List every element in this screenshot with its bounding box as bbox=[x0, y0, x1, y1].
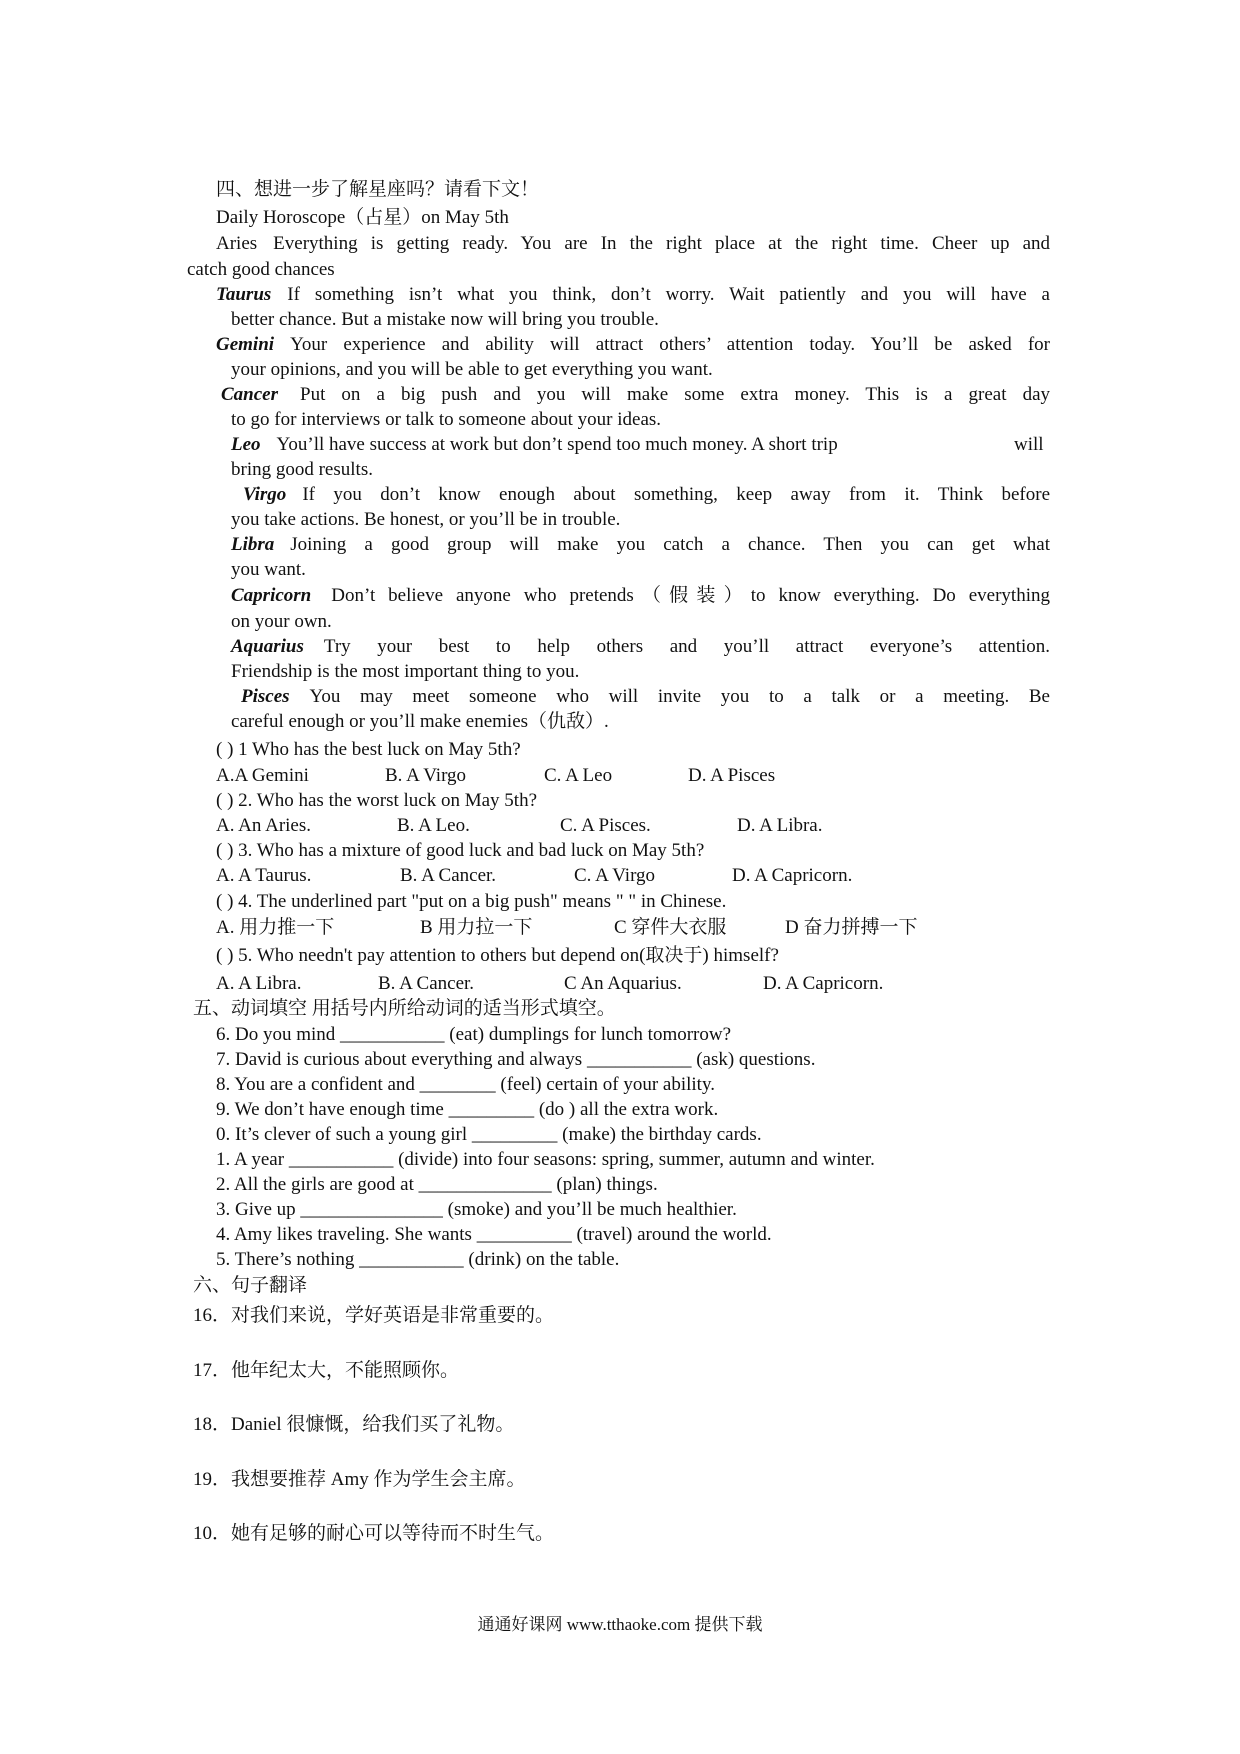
horoscope-entry-aquarius: Aquarius Try your best to help others and you’ll attract everyone’s attention. bbox=[231, 636, 1050, 657]
horoscope-line: your opinions, and you will be able to get everything you want. bbox=[231, 359, 713, 380]
option: B. A Cancer. bbox=[378, 973, 475, 994]
sign-label: Cancer bbox=[221, 384, 278, 405]
option: A.A Gemini bbox=[216, 765, 309, 786]
sign-label: Capricorn bbox=[231, 585, 312, 606]
fill-blank-item: 2. All the girls are good at ______________ (plan) things. bbox=[216, 1174, 658, 1195]
sign-label: Pisces bbox=[241, 686, 290, 707]
option: A. An Aries. bbox=[216, 815, 311, 836]
horoscope-line: bring good results. bbox=[231, 459, 373, 480]
horoscope-entry-libra: Libra Joining a good group will make you catch a chance. Then you can get what bbox=[231, 534, 1050, 555]
fill-blank-item: 9. We don’t have enough time _________ (do ) all the extra work. bbox=[216, 1099, 719, 1120]
translation-item: 10．她有足够的耐心可以等待而不时生气。 bbox=[193, 1523, 555, 1544]
option: B 用力拉一下 bbox=[420, 917, 533, 938]
option: C. A Pisces. bbox=[560, 815, 651, 836]
sign-label: Taurus bbox=[216, 284, 272, 305]
horoscope-line: you take actions. Be honest, or you’ll be in trouble. bbox=[231, 509, 621, 530]
option: D. A Capricorn. bbox=[732, 865, 853, 886]
horoscope-line: catch good chances bbox=[187, 259, 335, 280]
sign-label: Aries bbox=[216, 233, 258, 254]
sign-label: Libra bbox=[231, 534, 275, 555]
fill-blank-item: 8. You are a confident and ________ (feel) certain of your ability. bbox=[216, 1074, 715, 1095]
horoscope-entry-cancer: Cancer Put on a big push and you will make some extra money. This is a great day bbox=[221, 384, 1050, 405]
fill-blank-item: 3. Give up _______________ (smoke) and you’ll be much healthier. bbox=[216, 1199, 737, 1220]
horoscope-line: to go for interviews or talk to someone about your ideas. bbox=[231, 409, 662, 430]
horoscope-entry-capricorn: Capricorn Don’t believe anyone who pretends（假装）to know everything. Do everything bbox=[231, 585, 1050, 606]
translation-item: 19．我想要推荐 Amy 作为学生会主席。 bbox=[193, 1469, 526, 1490]
option: D 奋力拼搏一下 bbox=[785, 917, 918, 938]
fill-blank-item: 4. Amy likes traveling. She wants __________ (travel) around the world. bbox=[216, 1224, 772, 1245]
option: D. A Libra. bbox=[737, 815, 823, 836]
horoscope-entry-taurus: Taurus If something isn’t what you think, don’t worry. Wait patiently and you will have a bbox=[216, 284, 1050, 305]
question-stem: ( ) 1 Who has the best luck on May 5th? bbox=[216, 739, 521, 760]
sign-label: Gemini bbox=[216, 334, 275, 355]
fill-blank-item: 7. David is curious about everything and always ___________ (ask) questions. bbox=[216, 1049, 816, 1070]
horoscope-entry-leo: Leo You’ll have success at work but don’t spend too much money. A short trip bbox=[231, 434, 838, 455]
section-6-heading: 六、句子翻译 bbox=[193, 1275, 308, 1296]
option: C. A Virgo bbox=[574, 865, 656, 886]
option: C. A Leo bbox=[544, 765, 613, 786]
option: A. 用力推一下 bbox=[216, 917, 335, 938]
option: A. A Libra. bbox=[216, 973, 302, 994]
horoscope-line: better chance. But a mistake now will bring you trouble. bbox=[231, 309, 659, 330]
translation-item: 17．他年纪太大，不能照顾你。 bbox=[193, 1360, 460, 1381]
fill-blank-item: 6. Do you mind ___________ (eat) dumplings for lunch tomorrow? bbox=[216, 1024, 732, 1045]
horoscope-entry-gemini: Gemini Your experience and ability will attract others’ attention today. You’ll be asked for bbox=[216, 334, 1050, 355]
translation-item: 16．对我们来说，学好英语是非常重要的。 bbox=[193, 1305, 555, 1326]
fill-blank-item: 5. There’s nothing ___________ (drink) on the table. bbox=[216, 1249, 620, 1270]
translation-item: 18．Daniel 很慷慨，给我们买了礼物。 bbox=[193, 1414, 515, 1435]
question-stem: ( ) 3. Who has a mixture of good luck and bad luck on May 5th? bbox=[216, 840, 705, 861]
horoscope-line: will bbox=[1014, 434, 1044, 455]
section-5-heading: 五、动词填空 用括号内所给动词的适当形式填空。 bbox=[193, 998, 616, 1019]
question-stem: ( ) 5. Who needn't pay attention to others but depend on(取决于) himself? bbox=[216, 945, 779, 966]
fill-blank-item: 1. A year ___________ (divide) into four seasons: spring, summer, autumn and winter. bbox=[216, 1149, 875, 1170]
horoscope-entry-virgo: Virgo If you don’t know enough about something, keep away from it. Think before bbox=[243, 484, 1050, 505]
fill-blank-item: 0. It’s clever of such a young girl _________ (make) the birthday cards. bbox=[216, 1124, 762, 1145]
option: A. A Taurus. bbox=[216, 865, 312, 886]
option: B. A Cancer. bbox=[400, 865, 497, 886]
option: D. A Capricorn. bbox=[763, 973, 884, 994]
horoscope-line: Friendship is the most important thing to you. bbox=[231, 661, 580, 682]
horoscope-line: on your own. bbox=[231, 611, 332, 632]
option: C 穿件大衣服 bbox=[614, 917, 727, 938]
question-stem: ( ) 4. The underlined part "put on a big push" means " " in Chinese. bbox=[216, 891, 727, 912]
question-stem: ( ) 2. Who has the worst luck on May 5th? bbox=[216, 790, 538, 811]
horoscope-entry-pisces: Pisces You may meet someone who will invite you to a talk or a meeting. Be bbox=[241, 686, 1050, 707]
sign-label: Aquarius bbox=[231, 636, 304, 657]
horoscope-line: you want. bbox=[231, 559, 306, 580]
section-4-heading: 四、想进一步了解星座吗？请看下文！ bbox=[216, 179, 540, 200]
horoscope-line: careful enough or you’ll make enemies（仇敌）. bbox=[231, 711, 609, 732]
sign-label: Leo bbox=[231, 434, 261, 455]
option: B. A Leo. bbox=[397, 815, 470, 836]
horoscope-title: Daily Horoscope（占星）on May 5th bbox=[216, 207, 509, 228]
sign-label: Virgo bbox=[243, 484, 287, 505]
option: D. A Pisces bbox=[688, 765, 776, 786]
option: B. A Virgo bbox=[385, 765, 467, 786]
page-footer: 通通好课网 www.tthaoke.com 提供下载 bbox=[477, 1615, 763, 1634]
horoscope-entry-aries: Aries Everything is getting ready. You are In the right place at the right time. Cheer up and bbox=[216, 233, 1050, 254]
option: C An Aquarius. bbox=[564, 973, 682, 994]
